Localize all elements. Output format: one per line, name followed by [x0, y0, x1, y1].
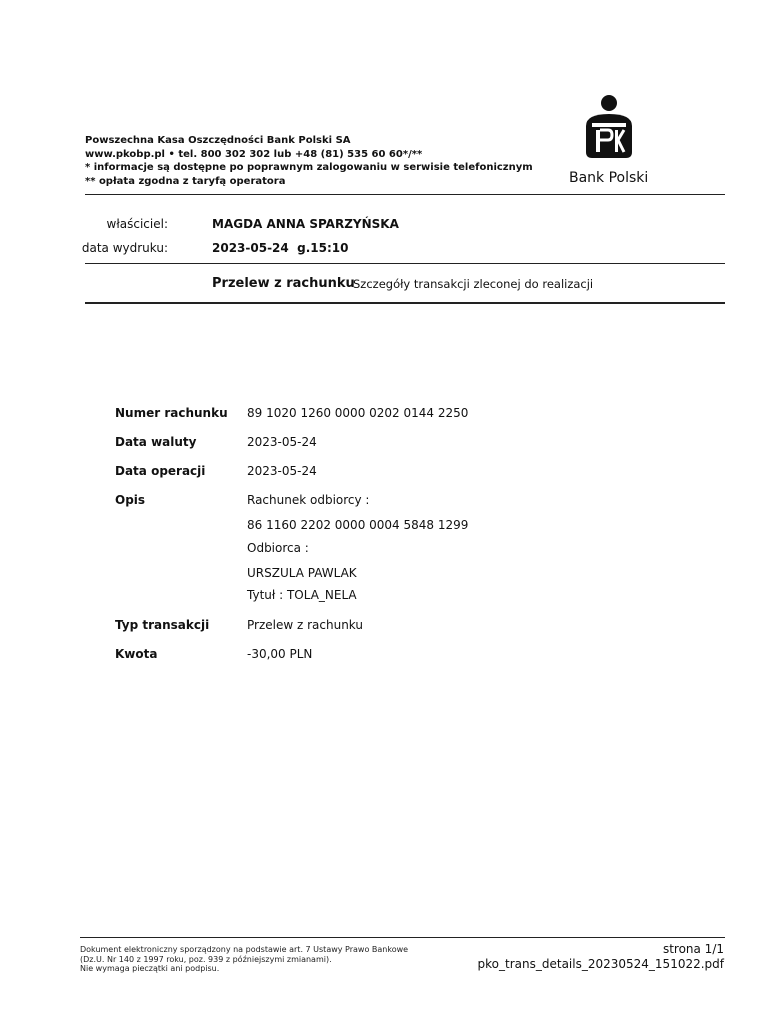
- footer-legal: [80, 945, 408, 974]
- bank-contact: www.pkobp.pl • tel. 800 302 302 lub +48 (81) 535 60 60*/**: [85, 148, 423, 160]
- account-number-label: Numer rachunku: [115, 406, 228, 420]
- bank-note-2: ** opłata zgodna z taryfą operatora: [85, 175, 286, 187]
- operation-date-value: 2023-05-24: [247, 464, 317, 478]
- file-name: pko_trans_details_20230524_151022.pdf: [477, 957, 724, 971]
- page-number: strona 1/1: [662, 942, 724, 956]
- transaction-type-label: Typ transakcji: [115, 618, 210, 632]
- amount-value: -30,00 PLN: [247, 647, 313, 661]
- value-date-label: Data waluty: [115, 435, 197, 449]
- bank-note-1: * informacje są dostępne po poprawnym zalogowaniu w serwisie telefonicznym: [85, 162, 533, 173]
- value-date-value: 2023-05-24: [247, 435, 317, 449]
- bank-name: Powszechna Kasa Oszczędności Bank Polski SA: [85, 135, 351, 146]
- print-date-value: 2023-05-24 g.15:10: [212, 241, 349, 255]
- account-number-value: 89 1020 1260 0000 0202 0144 2250: [247, 406, 469, 420]
- divider-footer: [80, 937, 725, 938]
- bank-header: [85, 134, 533, 188]
- description-line: Tytuł : TOLA_NELA: [247, 588, 357, 602]
- description-line: 86 1160 2202 0000 0004 5848 1299: [247, 518, 469, 532]
- owner-value: MAGDA ANNA SPARZYŃSKA: [212, 217, 399, 231]
- section-subtitle: Szczegóły transakcji zleconej do realizacji: [353, 277, 594, 291]
- description-line: Rachunek odbiorcy :: [247, 493, 370, 507]
- logo-caption: Bank Polski: [569, 170, 649, 186]
- bank-logo: [562, 92, 656, 192]
- description-label: Opis: [115, 493, 146, 507]
- pko-logo-icon: [562, 92, 656, 164]
- section-title: Przelew z rachunku: [212, 276, 355, 291]
- legal-line: Dokument elektroniczny sporządzony na podstawie art. 7 Ustawy Prawo Bankowe: [80, 945, 409, 954]
- divider-meta: [85, 263, 725, 264]
- operation-date-label: Data operacji: [115, 464, 206, 478]
- description-line: URSZULA PAWLAK: [247, 566, 357, 580]
- divider-top: [85, 194, 725, 195]
- footer-right: [478, 942, 724, 972]
- print-date-label: data wydruku:: [81, 241, 168, 255]
- amount-label: Kwota: [115, 647, 158, 661]
- legal-line: Nie wymaga pieczątki ani podpisu.: [80, 964, 220, 973]
- divider-section: [85, 302, 725, 304]
- transaction-type-value: Przelew z rachunku: [247, 618, 363, 632]
- owner-label: właściciel:: [106, 217, 168, 231]
- legal-line: (Dz.U. Nr 140 z 1997 roku, poz. 939 z późniejszymi zmianami).: [80, 954, 332, 964]
- description-line: Odbiorca :: [247, 541, 309, 555]
